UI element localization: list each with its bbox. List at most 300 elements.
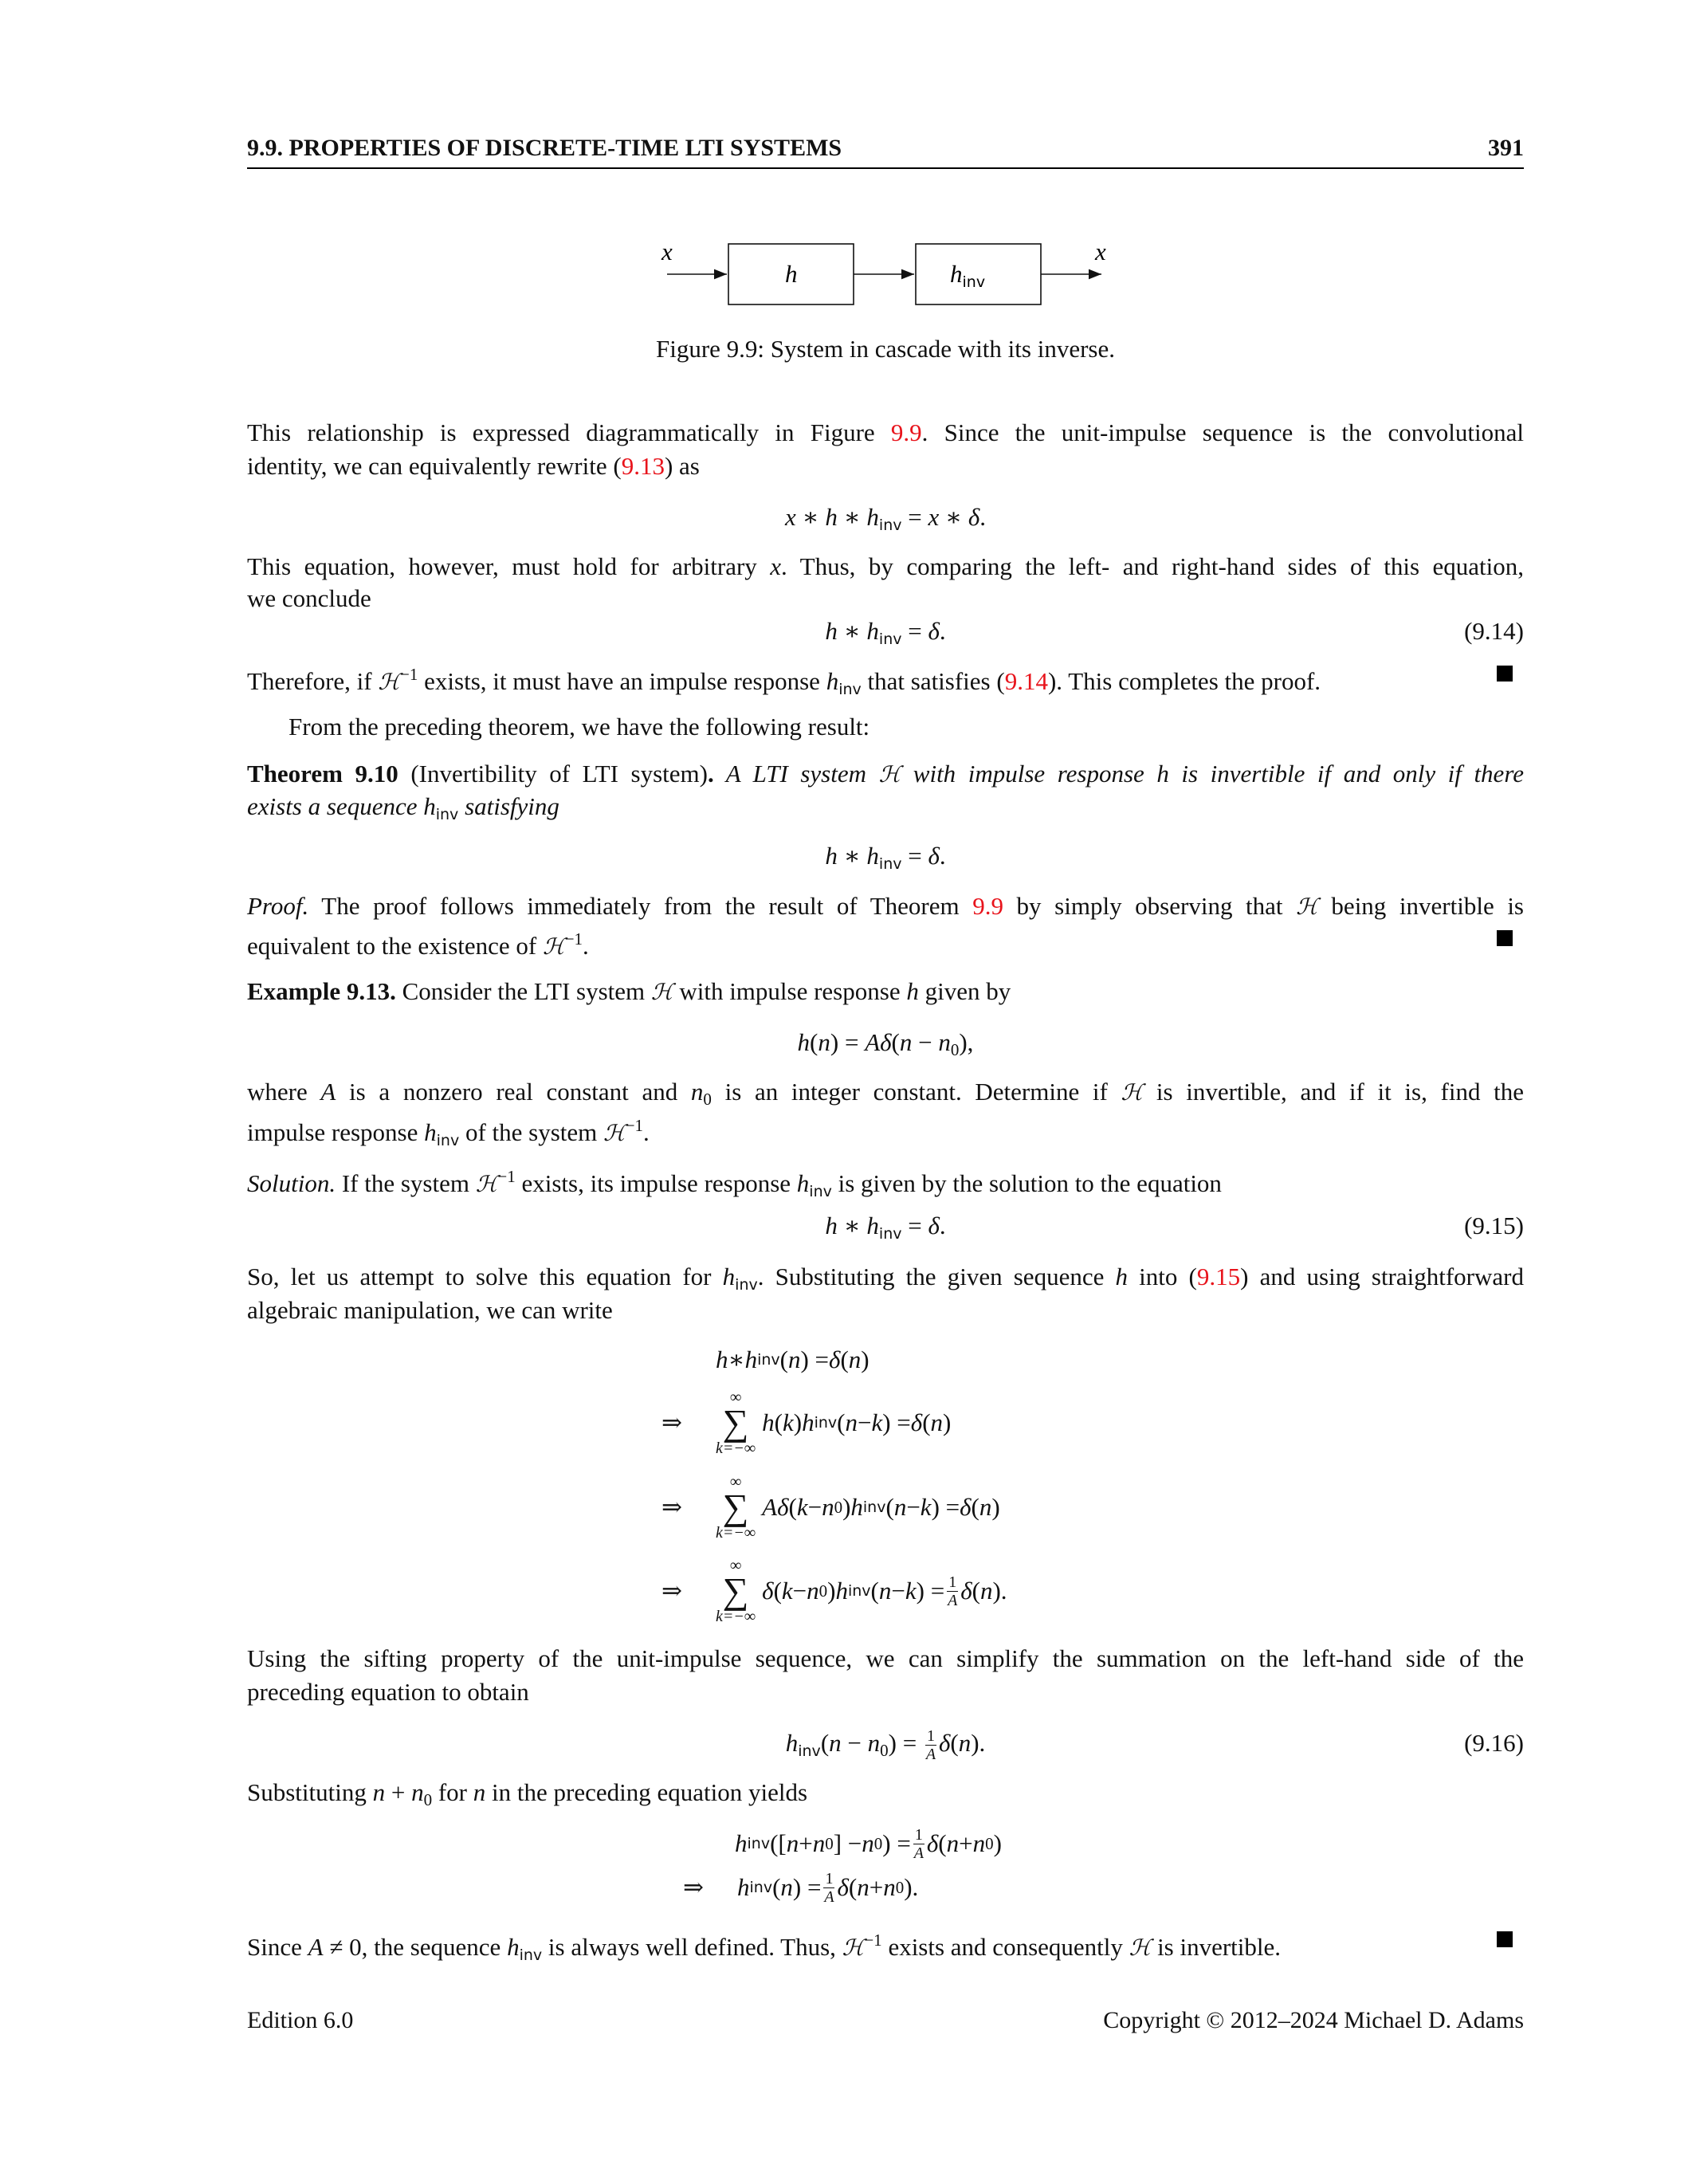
paragraph-line	[247, 416, 1524, 450]
subscript: inv	[747, 1835, 771, 1852]
text: is an integer constant. Determine if	[711, 1078, 1121, 1106]
equation	[247, 839, 1524, 873]
text: ) =	[931, 1493, 960, 1521]
text: of the system	[459, 1118, 604, 1146]
calligraphic-symbol: ℋ	[475, 1171, 498, 1197]
aligned-equation-row	[661, 1473, 1000, 1542]
math-italic: A	[762, 1493, 778, 1521]
text: for	[432, 1778, 473, 1806]
calligraphic-symbol: ℋ	[1121, 1079, 1144, 1106]
math-italic: δ	[777, 1493, 789, 1521]
math-italic: n	[930, 1408, 944, 1436]
text: (	[837, 1408, 846, 1436]
text: ).	[971, 1729, 986, 1757]
sum-upper-limit: ∞	[729, 1557, 742, 1574]
example-line	[247, 1109, 1524, 1149]
math-italic: n	[473, 1778, 486, 1806]
summation-symbol	[716, 1557, 756, 1624]
text: (	[810, 1028, 818, 1056]
math-italic: n	[958, 1729, 972, 1757]
text: (	[950, 1729, 959, 1757]
equation	[247, 501, 1524, 534]
text: into (	[1128, 1263, 1197, 1290]
fraction	[947, 1574, 958, 1609]
calligraphic-symbol: ℋ	[842, 1935, 865, 1961]
solution-line	[247, 1294, 1524, 1327]
text: −	[792, 1577, 807, 1605]
math-italic: δ	[829, 1345, 841, 1373]
math-italic: x	[785, 503, 796, 531]
text: . Thus, by comparing the left- and right-hand sides of this equation,	[781, 552, 1524, 580]
text: is given by the solution to the equation	[831, 1169, 1222, 1197]
subscript: 0	[825, 1834, 834, 1853]
text: Therefore, if	[247, 667, 379, 695]
text: )	[943, 1408, 952, 1436]
subscript: 0	[985, 1834, 994, 1853]
text: )	[991, 1493, 1000, 1521]
equation-9-14	[247, 615, 1524, 648]
math-italic: δ	[928, 842, 940, 870]
text: ) =	[830, 1028, 866, 1056]
math-italic: k	[871, 1408, 883, 1436]
text: (	[922, 1408, 931, 1436]
text: ) as	[664, 452, 700, 480]
text: (	[870, 1577, 879, 1605]
math-italic: h	[866, 617, 879, 645]
implies-arrow: ⇒	[683, 1873, 704, 1901]
text: with impulse response	[673, 977, 907, 1005]
text: is a nonzero real constant and	[336, 1078, 691, 1106]
math-italic: k	[781, 1577, 793, 1605]
sum-upper-limit: ∞	[729, 1473, 742, 1491]
sum-lower-limit: k=−∞	[716, 1608, 756, 1625]
text: ). This completes the proof.	[1047, 667, 1321, 695]
text: .	[979, 503, 986, 531]
text: .	[583, 932, 589, 960]
math-italic: n	[411, 1778, 424, 1806]
fraction-denominator: A	[824, 1887, 834, 1906]
qed-square-icon	[1497, 930, 1513, 946]
sum-upper-limit: ∞	[729, 1389, 742, 1406]
math-italic: n	[862, 1829, 874, 1857]
text: ),	[959, 1028, 974, 1056]
paragraph-line	[247, 1675, 1524, 1709]
superscript: −1	[864, 1931, 882, 1950]
input-label: x	[661, 238, 673, 265]
math-italic: n	[829, 1729, 842, 1757]
math-italic: h	[825, 1212, 838, 1239]
math-italic: n	[690, 1078, 704, 1106]
math-italic: x	[770, 552, 782, 580]
text: .	[939, 617, 946, 645]
math-italic: h	[716, 1345, 728, 1373]
footer-edition: Edition 6.0	[247, 2007, 354, 2033]
link[interactable]: 9.14	[1004, 667, 1048, 695]
theorem-line	[247, 790, 1524, 823]
paragraph-line	[247, 582, 1524, 615]
aligned-equation-row	[661, 1557, 1007, 1625]
footer-copyright: Copyright © 2012–2024 Michael D. Adams	[1103, 2007, 1524, 2033]
math-italic: h	[802, 1408, 815, 1436]
text: is invertible, and if it is, find the	[1143, 1078, 1524, 1106]
math-italic: h	[825, 842, 838, 870]
subscript: inv	[878, 1225, 902, 1243]
text: .	[643, 1118, 650, 1146]
aligned-equation-row	[716, 1336, 870, 1384]
example-line	[247, 1075, 1524, 1109]
text: that satisfies (	[861, 667, 1005, 695]
math-italic: A LTI system	[713, 760, 879, 788]
math-italic: k	[920, 1493, 932, 1521]
implies-arrow: ⇒	[661, 1577, 682, 1605]
sum-lower-limit: k=−∞	[716, 1524, 756, 1542]
aligned-equation-row	[735, 1820, 1002, 1868]
text: The proof follows immediately from the result of Theorem	[308, 892, 973, 920]
text: ∗	[795, 503, 826, 531]
text: algebraic manipulation, we can write	[247, 1296, 613, 1324]
subscript: 0	[950, 1040, 960, 1059]
text: =	[901, 503, 928, 531]
text: (	[891, 1028, 900, 1056]
math-italic: Solution.	[247, 1169, 336, 1197]
math-italic: k	[782, 1408, 794, 1436]
math-italic: n	[946, 1829, 960, 1857]
text: ) and using straightforward	[1240, 1263, 1524, 1290]
block-hinv-label	[950, 260, 985, 291]
math-italic: n	[818, 1028, 830, 1056]
qed-square-icon	[1497, 1931, 1513, 1947]
text: ∗	[728, 1345, 745, 1373]
math-italic: h	[825, 503, 838, 531]
math-italic: δ	[960, 1493, 972, 1521]
math-italic: h	[762, 1408, 775, 1436]
summation-symbol	[716, 1389, 756, 1456]
text: This equation, however, must hold for arbitrary	[247, 552, 771, 580]
subscript: inv	[838, 681, 862, 698]
text: (	[774, 1408, 783, 1436]
text: . Since the unit-impulse sequence is the convolutional	[921, 418, 1524, 446]
output-label: x	[1095, 238, 1106, 265]
text: +	[385, 1778, 412, 1806]
text: If the system	[336, 1169, 476, 1197]
aligned-equation-row	[661, 1389, 952, 1457]
text: ≠ 0, the sequence	[323, 1933, 508, 1961]
text: ∗	[939, 503, 968, 531]
text: −	[841, 1729, 868, 1757]
text: ) =	[882, 1408, 911, 1436]
text: we conclude	[247, 584, 371, 612]
link[interactable]: 9.9	[972, 892, 1003, 920]
text: (	[772, 1873, 781, 1901]
math-italic: h	[866, 503, 879, 531]
text: is invertible.	[1151, 1933, 1282, 1961]
subscript: inv	[749, 1879, 773, 1896]
text: (Invertibility of LTI system)	[398, 760, 708, 788]
text: in the preceding equation yields	[485, 1778, 808, 1806]
math-italic: n	[780, 1873, 793, 1901]
bold-text: .	[707, 760, 714, 788]
subscript: 0	[834, 1498, 843, 1517]
example-line	[247, 975, 1524, 1008]
math-italic: h	[866, 1212, 879, 1239]
calligraphic-symbol: ℋ	[1296, 894, 1318, 920]
figure-caption: Figure 9.9: System in cascade with its inverse.	[656, 335, 1115, 363]
text: +	[799, 1829, 813, 1857]
math-italic: n	[807, 1577, 819, 1605]
math-italic: n	[372, 1778, 386, 1806]
fraction-numerator: 1	[825, 1869, 834, 1887]
text: (	[840, 1345, 849, 1373]
math-italic: h	[796, 1169, 810, 1197]
block-hinv-main: h	[950, 260, 963, 288]
math-italic: n	[979, 1493, 992, 1521]
math-italic: h	[850, 1493, 863, 1521]
equation-9-16	[247, 1726, 1524, 1764]
text: )	[993, 1829, 1002, 1857]
math-italic: h	[424, 1118, 437, 1146]
calligraphic-symbol: ℋ	[543, 933, 565, 960]
math-italic: h	[797, 1028, 811, 1056]
text: Since	[247, 1933, 308, 1961]
subscript: inv	[435, 806, 459, 823]
math-italic: n	[883, 1873, 896, 1901]
text: )	[793, 1408, 803, 1436]
fraction	[925, 1728, 936, 1762]
calligraphic-symbol: ℋ	[1129, 1935, 1152, 1961]
equation-9-15	[247, 1209, 1524, 1243]
text: ) =	[888, 1729, 923, 1757]
text: This relationship is expressed diagrammatically in Figure	[247, 418, 891, 446]
math-italic: n	[938, 1028, 951, 1056]
math-italic: δ	[837, 1873, 849, 1901]
text: −	[906, 1493, 921, 1521]
page-number: 391	[1488, 135, 1524, 161]
math-italic: n	[822, 1493, 834, 1521]
math-italic: h	[507, 1933, 520, 1961]
subscript: 0	[703, 1090, 712, 1109]
text: (	[820, 1729, 830, 1757]
math-italic: δ	[762, 1577, 774, 1605]
fraction-denominator: A	[948, 1591, 958, 1609]
implies-arrow: ⇒	[661, 1408, 682, 1436]
subscript: inv	[847, 1582, 871, 1600]
paragraph-line	[247, 1642, 1524, 1675]
text: −	[807, 1493, 822, 1521]
math-italic: h	[423, 792, 436, 820]
text: (	[971, 1493, 979, 1521]
text: .	[939, 1212, 946, 1239]
equation-number: (9.16)	[1464, 1729, 1524, 1757]
subscript: inv	[436, 1132, 460, 1149]
summation-symbol	[716, 1474, 756, 1541]
text: being invertible is	[1317, 892, 1524, 920]
section-title: 9.9. PROPERTIES OF DISCRETE-TIME LTI SYSTEMS	[247, 135, 842, 161]
math-italic: h	[722, 1263, 736, 1290]
sigma-glyph: ∑	[722, 1402, 749, 1443]
math-italic: h	[785, 1729, 799, 1757]
calligraphic-symbol: ℋ	[378, 669, 401, 695]
fraction	[823, 1871, 834, 1905]
math-italic: k	[796, 1493, 808, 1521]
subscript: inv	[878, 517, 902, 534]
math-italic: A	[308, 1933, 324, 1961]
text: +	[869, 1873, 884, 1901]
subscript: inv	[878, 855, 902, 873]
text: ) =	[792, 1873, 822, 1901]
math-italic: n	[972, 1829, 986, 1857]
block-diagram	[0, 0, 1688, 335]
text: =	[901, 617, 928, 645]
fraction-denominator: A	[925, 1746, 936, 1764]
math-italic: h	[737, 1873, 750, 1901]
math-italic: n	[787, 1345, 801, 1373]
superscript: −1	[400, 665, 418, 684]
math-italic: A	[320, 1078, 336, 1106]
subscript: inv	[814, 1414, 838, 1432]
subscript: inv	[735, 1276, 758, 1294]
text: ([	[770, 1829, 787, 1857]
superscript: −1	[625, 1116, 644, 1135]
text: exists, it must have an impulse response	[418, 667, 826, 695]
math-italic: δ	[880, 1028, 892, 1056]
text: ∗	[837, 617, 867, 645]
text: ] −	[833, 1829, 862, 1857]
subscript: 0	[880, 1741, 889, 1760]
text: identity, we can equivalently rewrite (	[247, 452, 622, 480]
math-italic: n	[893, 1493, 907, 1521]
paragraph-line	[247, 450, 1524, 483]
link[interactable]: 9.13	[621, 452, 665, 480]
subscript: 0	[423, 1790, 433, 1809]
text: is always well defined. Thus,	[542, 1933, 842, 1961]
subscript: 0	[873, 1834, 883, 1853]
block-hinv-sub: inv	[962, 273, 986, 291]
text: (	[938, 1829, 947, 1857]
link[interactable]: 9.15	[1196, 1263, 1241, 1290]
fraction	[913, 1827, 924, 1861]
math-italic: δ	[928, 617, 940, 645]
text: ) =	[800, 1345, 830, 1373]
math-italic: n	[899, 1028, 913, 1056]
subscript: 0	[818, 1581, 828, 1601]
proof-line	[247, 922, 1524, 960]
fraction-numerator: 1	[948, 1573, 957, 1591]
text: impulse response	[247, 1118, 425, 1146]
bold-text: Theorem 9.10	[247, 760, 398, 788]
sigma-glyph: ∑	[722, 1570, 749, 1611]
fraction-numerator: 1	[914, 1825, 923, 1844]
paragraph-line	[247, 1923, 1524, 1964]
text: =	[901, 842, 928, 870]
text: ).	[904, 1873, 919, 1901]
text: by simply observing that	[1003, 892, 1297, 920]
sum-lower-limit: k=−∞	[716, 1440, 756, 1457]
text: )	[842, 1493, 851, 1521]
subscript: inv	[878, 630, 902, 648]
text: −	[891, 1577, 905, 1605]
aligned-equation-row	[683, 1864, 918, 1911]
math-italic: h	[1115, 1263, 1129, 1290]
text: From the preceding theorem, we have the following result:	[289, 713, 870, 740]
math-italic: h	[826, 667, 839, 695]
implies-arrow: ⇒	[661, 1493, 682, 1521]
calligraphic-symbol: ℋ	[603, 1120, 626, 1146]
subscript: inv	[809, 1183, 832, 1200]
calligraphic-symbol: ℋ	[650, 979, 673, 1005]
subscript: inv	[862, 1499, 886, 1516]
text: (	[788, 1493, 797, 1521]
text: equivalent to the existence of	[247, 932, 544, 960]
text: preceding equation to obtain	[247, 1678, 529, 1706]
math-italic: h	[735, 1829, 748, 1857]
math-italic: δ	[960, 1577, 972, 1605]
bold-text: Example 9.13.	[247, 977, 396, 1005]
text: )	[861, 1345, 870, 1373]
text: Consider the LTI system	[395, 977, 651, 1005]
math-italic: with impulse response h is invertible if and only if there	[901, 760, 1524, 788]
subscript: inv	[757, 1351, 780, 1369]
subscript: 0	[895, 1878, 905, 1897]
superscript: −1	[497, 1167, 516, 1186]
math-italic: h	[866, 842, 879, 870]
solution-line	[247, 1260, 1524, 1294]
subscript: inv	[519, 1946, 543, 1964]
paragraph-line	[247, 658, 1524, 698]
text: ) =	[916, 1577, 945, 1605]
text: where	[247, 1078, 321, 1106]
text: +	[959, 1829, 973, 1857]
equation-number: (9.15)	[1464, 1212, 1524, 1239]
text: (	[848, 1873, 858, 1901]
text: . Substituting the given sequence	[757, 1263, 1116, 1290]
text: Using the sifting property of the unit-impulse sequence, we can simplify the summation on the left-hand side of the	[247, 1644, 1524, 1672]
math-italic: n	[812, 1829, 826, 1857]
text: ).	[992, 1577, 1007, 1605]
text: =	[901, 1212, 928, 1239]
text: −	[912, 1028, 939, 1056]
math-italic: exists a sequence	[247, 792, 424, 820]
text: (	[885, 1493, 894, 1521]
math-italic: n	[848, 1345, 862, 1373]
text: ∗	[837, 842, 867, 870]
proof-line	[247, 890, 1524, 923]
fraction-numerator: 1	[926, 1727, 935, 1746]
text: )	[827, 1577, 836, 1605]
math-italic: n	[979, 1577, 993, 1605]
text: −	[857, 1408, 872, 1436]
text: So, let us attempt to solve this equation for	[247, 1263, 723, 1290]
math-italic: δ	[938, 1729, 951, 1757]
link[interactable]: 9.9	[890, 418, 922, 446]
math-italic: x	[928, 503, 940, 531]
math-italic: n	[857, 1873, 870, 1901]
paragraph-line	[247, 550, 1524, 583]
text: (	[972, 1577, 980, 1605]
subscript: inv	[798, 1742, 821, 1760]
text: .	[939, 842, 946, 870]
paragraph-line	[247, 710, 1524, 744]
math-italic: satisfying	[458, 792, 559, 820]
equation	[247, 1026, 1524, 1059]
calligraphic-symbol: ℋ	[878, 761, 901, 788]
math-italic: Proof.	[247, 892, 309, 920]
math-italic: δ	[928, 1212, 940, 1239]
math-italic: δ	[910, 1408, 923, 1436]
math-italic: n	[786, 1829, 799, 1857]
math-italic: n	[845, 1408, 858, 1436]
qed-square-icon	[1497, 666, 1513, 682]
text: given by	[918, 977, 1011, 1005]
